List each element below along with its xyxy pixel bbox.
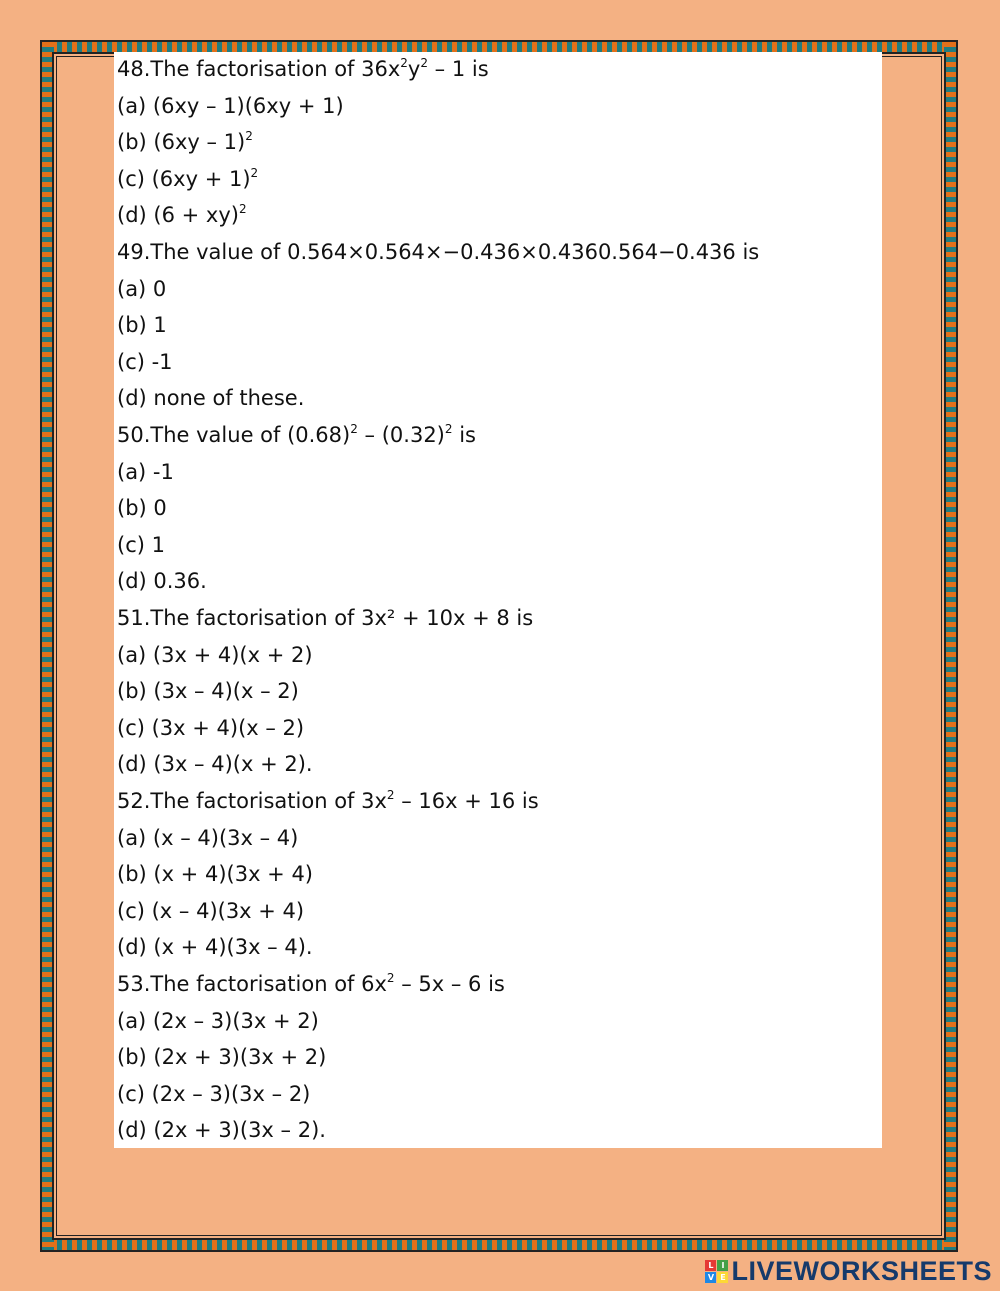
answer-option [117,530,165,560]
option-text: (b) 0 [117,496,167,521]
logo-letter: I [717,1260,728,1271]
question-stem [117,603,533,633]
stem-text: is [452,423,476,447]
stem-text: 52.The factorisation of 3x [117,789,387,813]
answer-option [117,1042,326,1072]
answer-option [117,164,258,194]
logo-letter: V [705,1272,716,1283]
option-text: (d) 0.36. [117,569,207,594]
exponent: 2 [386,788,395,802]
logo-letter: L [705,1260,716,1271]
answer-option [117,823,298,853]
option-text: (d) (6 + xy) [117,203,239,228]
logo-icon [705,1260,728,1283]
option-text: (d) (2x + 3)(3x – 2). [117,1118,326,1143]
option-text: (b) (6xy – 1) [117,130,246,155]
answer-option [117,383,304,413]
question-stem [117,420,476,450]
exponent: 2 [245,129,253,144]
stem-text: 53.The factorisation of 6x [117,972,387,996]
answer-option [117,457,174,487]
exponent: 2 [400,56,408,70]
exponent: 2 [238,202,247,217]
logo-text: LIVEWORKSHEETS [731,1255,992,1286]
option-text: (c) (x – 4)(3x + 4) [117,898,305,923]
exponent: 2 [420,56,428,70]
answer-option [117,127,253,157]
option-text: (b) (3x – 4)(x – 2) [117,679,299,704]
answer-option [117,749,313,779]
stem-text: 50.The value of (0.68) [117,423,351,447]
exponent: 2 [350,422,358,436]
question-stem [117,54,489,84]
answer-option [117,896,304,926]
option-text: (c) 1 [117,532,165,557]
answer-option [117,640,313,670]
option-text: (a) -1 [117,459,174,484]
answer-option [117,91,344,121]
option-text: (c) (6xy + 1) [117,166,251,191]
option-text: (d) (x + 4)(3x – 4). [117,935,313,960]
option-text: (a) (6xy – 1)(6xy + 1) [117,93,344,118]
logo-letter: E [717,1272,728,1283]
answer-option [117,347,173,377]
stem-text: 48.The factorisation of 36x [117,57,401,81]
option-text: (c) -1 [117,349,173,374]
answer-option [117,1115,326,1145]
option-text: (a) (3x + 4)(x + 2) [117,642,313,667]
question-stem [117,237,759,267]
answer-option [117,932,313,962]
stem-text: – 1 is [427,57,489,81]
question-stem [117,969,505,999]
stem-text: – 16x + 16 is [394,789,539,813]
answer-option [117,274,166,304]
option-text: (a) (2x – 3)(3x + 2) [117,1008,319,1033]
exponent: 2 [444,422,453,436]
answer-option [117,676,299,706]
option-text: (b) (2x + 3)(3x + 2) [117,1045,327,1070]
option-text: (a) 0 [117,276,167,301]
stem-text: – 5x – 6 is [394,972,505,996]
option-text: (c) (2x – 3)(3x – 2) [117,1081,311,1106]
answer-option [117,493,167,523]
answer-option [117,200,247,230]
exponent: 2 [386,971,395,985]
option-text: (b) (x + 4)(3x + 4) [117,862,313,887]
option-text: (d) none of these. [117,386,305,411]
stem-text: y [407,57,421,81]
option-text: (d) (3x – 4)(x + 2). [117,752,313,777]
liveworksheets-logo [705,1257,992,1285]
answer-option [117,859,313,889]
question-stem [117,786,539,816]
exponent: 2 [250,165,259,180]
answer-option [117,566,207,596]
option-text: (c) (3x + 4)(x – 2) [117,715,305,740]
answer-option [117,1006,319,1036]
stem-text: 51.The factorisation of 3x² + 10x + 8 is [117,606,534,630]
stem-text: 49.The value of 0.564×0.564×−0.436×0.4360.564−0.436 is [117,240,760,264]
option-text: (b) 1 [117,313,167,338]
answer-option [117,1079,310,1109]
stem-text: – (0.32) [357,423,445,447]
option-text: (a) (x – 4)(3x – 4) [117,825,299,850]
answer-option [117,713,304,743]
answer-option [117,310,167,340]
